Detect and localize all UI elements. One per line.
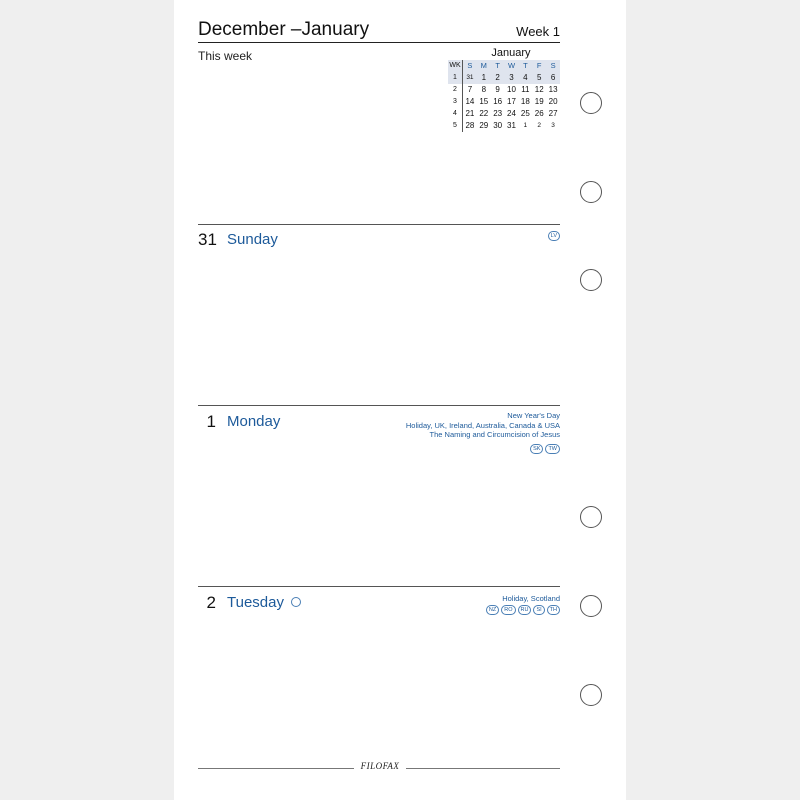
mini-calendar-row [448,108,560,120]
day-name: Monday [227,413,281,430]
mini-calendar-day: 3 [551,122,555,129]
mini-calendar-week-number: 2 [448,84,463,96]
day-divider [198,224,560,225]
week-label: Week 1 [516,24,560,39]
mini-calendar-day: 17 [507,97,516,106]
mini-calendar-col-label: W [507,61,516,70]
mini-calendar-day: 2 [537,122,542,129]
country-badges [486,605,560,615]
binder-hole [580,92,602,114]
day-notes [406,411,560,440]
country-badge: SI [533,605,544,615]
day-number: 2 [206,593,216,612]
mini-calendar-row [448,72,560,84]
holiday-note: Holiday, Scotland [502,594,560,603]
mini-calendar-day: 14 [465,97,475,106]
holiday-note: New Year's Day [507,411,560,420]
mini-calendar-day: 27 [548,109,558,118]
binder-hole [580,506,602,528]
mini-calendar-col-label: WK [448,60,463,72]
holiday-note: Holiday, UK, Ireland, Australia, Canada & USA [405,420,560,430]
mini-calendar-day: 3 [509,73,514,82]
country-badge: RO [501,605,515,615]
mini-calendar-day: 24 [507,109,516,118]
mini-calendar-day: 6 [550,73,556,82]
country-badge: RU [518,605,532,615]
country-badges [530,444,560,454]
mini-calendar-day: 31 [507,121,516,130]
country-badge: TH [547,605,560,615]
mini-calendar-day: 28 [465,121,475,130]
holiday-note: The Naming and Circumcision of Jesus [429,430,560,439]
mini-calendar-day: 30 [493,121,503,130]
mini-calendar-day: 26 [534,109,544,118]
mini-calendar [448,47,560,132]
day-divider [198,405,560,406]
footer-rule-right [406,768,560,769]
binder-hole [580,269,602,291]
country-badge: LV [548,231,560,241]
mini-calendar-day: 8 [481,85,487,94]
mini-calendar-day: 29 [479,121,489,130]
mini-calendar-col-label: T [495,61,500,70]
mini-calendar-row [448,84,560,96]
mini-calendar-day: 4 [523,73,528,82]
mini-calendar-day: 1 [481,73,487,82]
binder-hole [580,181,602,203]
mini-calendar-day: 9 [495,85,500,94]
mini-calendar-col-label: M [480,61,487,70]
mini-calendar-day: 2 [495,73,500,82]
mini-calendar-week-number: 3 [448,96,463,108]
mini-calendar-month: January [491,47,531,59]
mini-calendar-header [448,60,560,72]
day-divider [198,586,560,587]
mini-calendar-day: 16 [493,97,503,106]
mini-calendar-week-number: 5 [448,120,463,132]
this-week-label: This week [198,49,253,63]
mini-calendar-day: 20 [548,97,558,106]
mini-calendar-col-label: T [523,61,528,70]
header-divider [198,42,560,43]
mini-calendar-week-number: 1 [448,72,463,84]
mini-calendar-week-number: 4 [448,108,463,120]
mini-calendar-day: 5 [537,73,542,82]
footer-rule-left [198,768,354,769]
binder-hole [580,684,602,706]
day-name: Sunday [227,231,278,248]
mini-calendar-day: 22 [479,109,489,118]
mini-calendar-day: 12 [534,85,544,94]
country-badge: TW [545,444,560,454]
mini-calendar-col-label: S [550,61,556,70]
mini-calendar-day: 18 [520,97,530,106]
mini-calendar-day: 1 [523,122,528,129]
day-number: 31 [198,230,217,249]
day-number: 1 [206,412,216,431]
binder-hole [580,595,602,617]
mini-calendar-day: 10 [507,85,516,94]
country-badge: NZ [486,605,499,615]
mini-calendar-day: 31 [466,74,474,81]
mini-calendar-col-label: F [536,61,542,70]
mini-calendar-day: 15 [479,97,489,106]
moon-phase-icon [291,597,301,607]
page-title: December –January [198,19,370,40]
day-notes [502,594,560,604]
day-name: Tuesday [227,594,284,611]
mini-calendar-row [448,120,560,132]
mini-calendar-day: 13 [548,85,558,94]
filofax-logo: FILOFAX [360,761,400,771]
mini-calendar-day: 25 [520,109,530,118]
mini-calendar-row [448,96,560,108]
mini-calendar-col-label: S [467,61,473,70]
mini-calendar-day: 19 [534,97,544,106]
mini-calendar-day: 7 [467,85,473,94]
mini-calendar-day: 23 [493,109,503,118]
mini-calendar-day: 11 [521,85,530,94]
country-badge: SK [530,444,543,454]
mini-calendar-day: 21 [465,109,475,118]
country-badges [548,231,560,241]
